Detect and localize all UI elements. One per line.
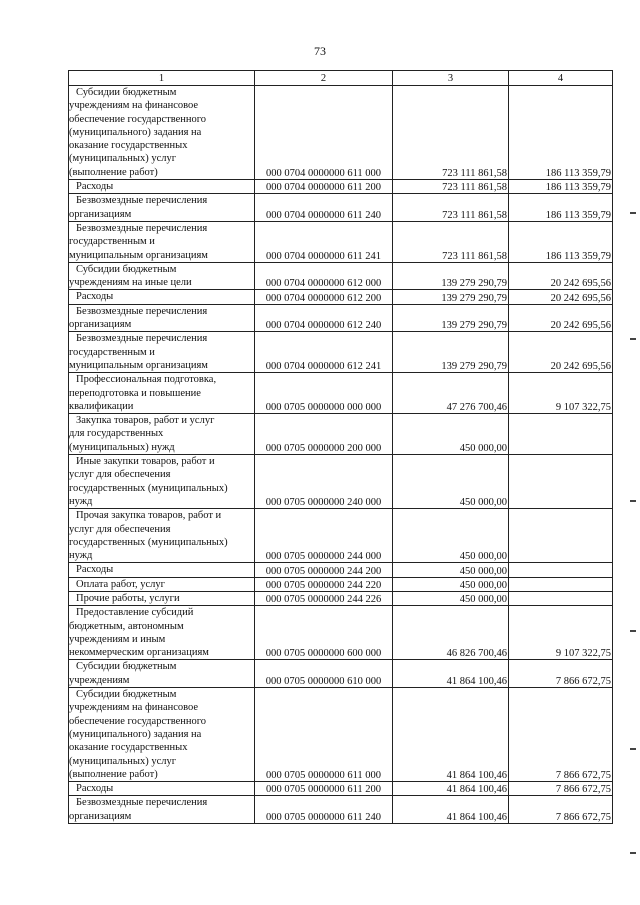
row-name-text: учреждениям на иные цели	[69, 277, 192, 289]
row-name-text: некоммерческим организациям	[69, 647, 209, 659]
row-name-text: обеспечение государственного	[69, 113, 207, 125]
margin-mark	[630, 500, 636, 502]
table-row	[69, 290, 613, 304]
row-value-3: 41 864 100,46	[393, 782, 509, 796]
row-value-3: 723 111 861,58	[393, 86, 509, 180]
row-value-3: 723 111 861,58	[393, 180, 509, 194]
row-name-line	[69, 318, 252, 331]
row-name	[69, 86, 255, 180]
row-name-line	[69, 482, 252, 495]
row-name-line	[69, 346, 252, 359]
row-name	[69, 304, 255, 332]
row-code: 000 0705 0000000 611 240	[255, 796, 393, 824]
row-name-text: (муниципальных) услуг	[69, 153, 177, 165]
row-value-3: 723 111 861,58	[393, 194, 509, 222]
row-name-line	[69, 359, 252, 372]
row-name-line	[69, 606, 252, 619]
row-value-4: 186 113 359,79	[509, 194, 613, 222]
header-col-2: 2	[255, 71, 393, 86]
margin-mark	[630, 630, 636, 632]
table-row	[69, 509, 613, 563]
table-row	[69, 688, 613, 782]
row-value-3: 450 000,00	[393, 509, 509, 563]
margin-mark	[630, 212, 636, 214]
row-name-line	[69, 99, 252, 112]
row-name-line	[69, 768, 252, 781]
row-value-4	[509, 563, 613, 577]
row-name-text: Субсидии бюджетным	[76, 689, 177, 701]
header-col-1: 1	[69, 71, 255, 86]
row-value-4: 7 866 672,75	[509, 782, 613, 796]
row-name-text: Прочая закупка товаров, работ и	[76, 510, 222, 522]
row-name-line	[69, 139, 252, 152]
row-name-line	[69, 715, 252, 728]
row-value-4: 7 866 672,75	[509, 688, 613, 782]
row-name-line	[69, 455, 252, 468]
row-code: 000 0704 0000000 611 200	[255, 180, 393, 194]
row-name-line	[69, 810, 252, 823]
row-name-text: оказание государственных	[69, 140, 188, 152]
row-name-text: организациям	[69, 208, 132, 220]
row-name-line	[69, 688, 252, 701]
row-value-3: 41 864 100,46	[393, 688, 509, 782]
row-value-3: 47 276 700,46	[393, 373, 509, 414]
row-name-line	[69, 536, 252, 549]
row-name-text: (муниципального) задания на	[69, 728, 202, 740]
row-name-line	[69, 249, 252, 262]
table-row	[69, 563, 613, 577]
row-name	[69, 796, 255, 824]
row-name	[69, 577, 255, 591]
row-name-text: Оплата работ, услуг	[76, 578, 165, 590]
row-name	[69, 194, 255, 222]
row-value-4	[509, 591, 613, 605]
row-value-4: 186 113 359,79	[509, 86, 613, 180]
row-code: 000 0704 0000000 612 000	[255, 262, 393, 290]
row-value-4: 186 113 359,79	[509, 221, 613, 262]
row-name-text: переподготовка и повышение	[69, 387, 201, 399]
row-name-line	[69, 509, 252, 522]
table-row	[69, 782, 613, 796]
row-code: 000 0704 0000000 611 240	[255, 194, 393, 222]
row-name-line	[69, 332, 252, 345]
row-name-text: (муниципальных) нужд	[69, 441, 175, 453]
table-row	[69, 660, 613, 688]
row-code: 000 0705 0000000 600 000	[255, 606, 393, 660]
row-name	[69, 290, 255, 304]
row-name-text: (выполнение работ)	[69, 166, 158, 178]
row-name-text: учреждениям на финансовое	[69, 100, 199, 112]
row-name-line	[69, 387, 252, 400]
row-value-4	[509, 577, 613, 591]
row-name-text: обеспечение государственного	[69, 715, 207, 727]
row-name-text: Расходы	[76, 564, 114, 576]
table-row	[69, 577, 613, 591]
row-name	[69, 606, 255, 660]
row-name-line	[69, 166, 252, 179]
row-name-line	[69, 113, 252, 126]
row-value-3: 41 864 100,46	[393, 796, 509, 824]
row-name-text: нужд	[69, 550, 93, 562]
row-name-line	[69, 263, 252, 276]
row-name-text: организациям	[69, 810, 132, 822]
table-row	[69, 373, 613, 414]
row-name	[69, 373, 255, 414]
row-code: 000 0704 0000000 612 200	[255, 290, 393, 304]
row-name-line	[69, 414, 252, 427]
row-name	[69, 782, 255, 796]
row-code: 000 0705 0000000 610 000	[255, 660, 393, 688]
row-value-4: 20 242 695,56	[509, 304, 613, 332]
table-row	[69, 86, 613, 180]
row-code: 000 0705 0000000 000 000	[255, 373, 393, 414]
row-name-line	[69, 755, 252, 768]
row-value-3: 450 000,00	[393, 455, 509, 509]
row-name-text: (муниципального) задания на	[69, 126, 202, 138]
row-name-line	[69, 796, 252, 809]
page-number: 73	[314, 44, 326, 58]
row-value-3: 139 279 290,79	[393, 304, 509, 332]
table-row	[69, 796, 613, 824]
row-name-text: государственных (муниципальных)	[69, 482, 228, 494]
row-value-3: 450 000,00	[393, 563, 509, 577]
row-name-text: Безвозмездные перечисления	[76, 305, 208, 317]
row-name-text: для государственных	[69, 428, 164, 440]
row-name	[69, 509, 255, 563]
row-value-4	[509, 509, 613, 563]
row-name-text: учреждениям на финансовое	[69, 702, 199, 714]
row-value-3: 450 000,00	[393, 577, 509, 591]
row-code: 000 0705 0000000 244 220	[255, 577, 393, 591]
row-name-line	[69, 563, 252, 576]
row-value-4: 20 242 695,56	[509, 290, 613, 304]
row-name-line	[69, 549, 252, 562]
row-name-text: Профессиональная подготовка,	[76, 374, 217, 386]
row-name-text: Безвозмездные перечисления	[76, 195, 208, 207]
row-name-line	[69, 646, 252, 659]
row-name-line	[69, 180, 252, 193]
row-name-line	[69, 400, 252, 413]
row-code: 000 0705 0000000 240 000	[255, 455, 393, 509]
row-value-3: 450 000,00	[393, 591, 509, 605]
row-name-text: нужд	[69, 495, 93, 507]
row-name-line	[69, 290, 252, 303]
row-code: 000 0705 0000000 244 000	[255, 509, 393, 563]
row-name	[69, 332, 255, 373]
row-name-text: (муниципальных) услуг	[69, 755, 177, 767]
row-name-line	[69, 782, 252, 795]
row-name-text: организациям	[69, 319, 132, 331]
row-name-line	[69, 674, 252, 687]
row-name-text: Расходы	[76, 783, 114, 795]
margin-mark	[630, 852, 636, 854]
table-row	[69, 304, 613, 332]
row-name-text: государственных (муниципальных)	[69, 536, 228, 548]
row-value-3: 723 111 861,58	[393, 221, 509, 262]
row-name-text: оказание государственных	[69, 742, 188, 754]
row-name-text: Иные закупки товаров, работ и	[76, 456, 215, 468]
row-name-line	[69, 222, 252, 235]
row-name-text: услуг для обеспечения	[69, 523, 171, 535]
row-name-text: Субсидии бюджетным	[76, 87, 177, 98]
row-name-text: бюджетным, автономным	[69, 620, 184, 632]
margin-mark	[630, 748, 636, 750]
row-name-line	[69, 373, 252, 386]
row-value-4: 186 113 359,79	[509, 180, 613, 194]
row-name-text: Субсидии бюджетным	[76, 661, 177, 673]
row-value-3: 139 279 290,79	[393, 262, 509, 290]
row-name-line	[69, 592, 252, 605]
row-value-4: 9 107 322,75	[509, 373, 613, 414]
row-value-4: 20 242 695,56	[509, 262, 613, 290]
row-value-4: 20 242 695,56	[509, 332, 613, 373]
row-value-4: 9 107 322,75	[509, 606, 613, 660]
table-row	[69, 180, 613, 194]
row-name-line	[69, 126, 252, 139]
row-code: 000 0704 0000000 611 241	[255, 221, 393, 262]
row-name-line	[69, 235, 252, 248]
row-value-4	[509, 414, 613, 455]
row-code: 000 0704 0000000 611 000	[255, 86, 393, 180]
row-name-text: Закупка товаров, работ и услуг	[76, 415, 215, 427]
row-name-text: Расходы	[76, 181, 114, 193]
row-name-text: квалификации	[69, 400, 134, 412]
row-name-text: учреждениям	[69, 674, 130, 686]
row-code: 000 0704 0000000 612 240	[255, 304, 393, 332]
row-name-text: Безвозмездные перечисления	[76, 797, 208, 809]
row-value-4	[509, 455, 613, 509]
row-name	[69, 180, 255, 194]
row-name-line	[69, 578, 252, 591]
table-row	[69, 221, 613, 262]
row-name-line	[69, 620, 252, 633]
row-name	[69, 660, 255, 688]
row-name-line	[69, 86, 252, 99]
row-name-text: государственным и	[69, 346, 155, 358]
row-name	[69, 455, 255, 509]
row-value-3: 139 279 290,79	[393, 290, 509, 304]
row-name-line	[69, 523, 252, 536]
margin-mark	[630, 338, 636, 340]
header-col-3: 3	[393, 71, 509, 86]
row-code: 000 0705 0000000 200 000	[255, 414, 393, 455]
table-row	[69, 606, 613, 660]
table-row	[69, 414, 613, 455]
row-name-line	[69, 633, 252, 646]
row-name-text: Безвозмездные перечисления	[76, 222, 208, 234]
row-name	[69, 688, 255, 782]
row-name	[69, 221, 255, 262]
row-name	[69, 563, 255, 577]
row-code: 000 0704 0000000 612 241	[255, 332, 393, 373]
row-name-line	[69, 728, 252, 741]
row-name-line	[69, 495, 252, 508]
table-row	[69, 194, 613, 222]
row-name-text: муниципальным организациям	[69, 359, 208, 371]
row-name-line	[69, 427, 252, 440]
table-row	[69, 332, 613, 373]
row-name-line	[69, 441, 252, 454]
row-name-text: услуг для обеспечения	[69, 469, 171, 481]
row-name-line	[69, 194, 252, 207]
row-name-text: Безвозмездные перечисления	[76, 333, 208, 345]
table-row	[69, 591, 613, 605]
budget-table	[68, 70, 613, 824]
header-col-4: 4	[509, 71, 613, 86]
row-name-text: Прочие работы, услуги	[76, 592, 180, 604]
row-name	[69, 591, 255, 605]
table-row	[69, 455, 613, 509]
row-name-text: Предоставление субсидий	[76, 607, 194, 619]
row-name-text: муниципальным организациям	[69, 249, 208, 261]
row-value-3: 139 279 290,79	[393, 332, 509, 373]
row-name-line	[69, 660, 252, 673]
row-name-text: Расходы	[76, 291, 114, 303]
row-name-line	[69, 468, 252, 481]
row-name-text: государственным и	[69, 236, 155, 248]
row-name-text: учреждениям и иным	[69, 633, 166, 645]
row-value-3: 41 864 100,46	[393, 660, 509, 688]
row-name	[69, 262, 255, 290]
row-name-line	[69, 741, 252, 754]
row-code: 000 0705 0000000 611 200	[255, 782, 393, 796]
row-value-4: 7 866 672,75	[509, 660, 613, 688]
table-body	[69, 86, 613, 824]
row-name	[69, 414, 255, 455]
row-name-line	[69, 208, 252, 221]
row-name-line	[69, 276, 252, 289]
header-row	[69, 71, 613, 86]
row-value-3: 46 826 700,46	[393, 606, 509, 660]
row-name-text: Субсидии бюджетным	[76, 263, 177, 275]
row-name-line	[69, 152, 252, 165]
row-value-3: 450 000,00	[393, 414, 509, 455]
row-name-text: (выполнение работ)	[69, 768, 158, 780]
row-value-4: 7 866 672,75	[509, 796, 613, 824]
row-name-line	[69, 701, 252, 714]
row-code: 000 0705 0000000 244 226	[255, 591, 393, 605]
row-code: 000 0705 0000000 611 000	[255, 688, 393, 782]
table-row	[69, 262, 613, 290]
row-name-line	[69, 305, 252, 318]
row-code: 000 0705 0000000 244 200	[255, 563, 393, 577]
